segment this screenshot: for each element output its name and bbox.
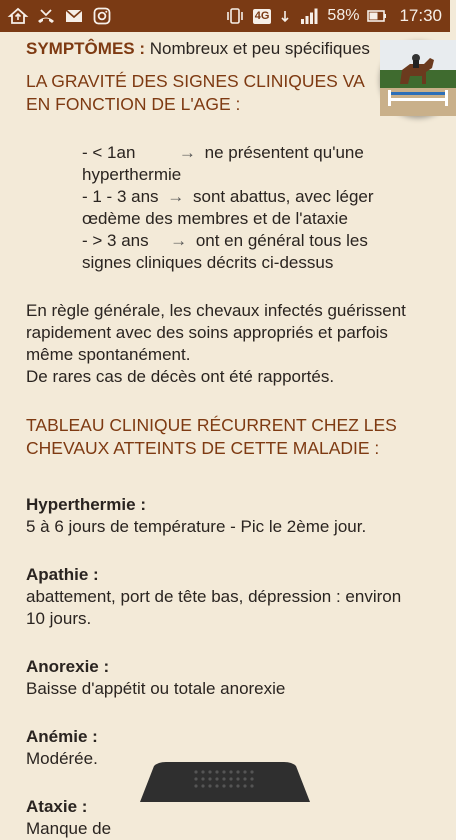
age-item-3 <box>26 230 428 252</box>
tableau-heading-2: CHEVAUX ATTEINTS DE CETTE MALADIE : <box>26 438 380 458</box>
clock: 17:30 <box>399 6 442 25</box>
age-label-1: - < 1an <box>82 143 136 162</box>
gravite-heading-2: EN FONCTION DE L'AGE : <box>26 94 241 114</box>
age-item-2 <box>26 186 428 208</box>
general-line-4: De rares cas de décès ont été rapportés. <box>26 367 335 386</box>
hyperthermie-title: Hyperthermie : <box>26 495 146 514</box>
anemie-title: Anémie : <box>26 727 98 746</box>
anorexie-text: Baisse d'appétit ou totale anorexie <box>26 679 286 698</box>
hyperthermie-text: 5 à 6 jours de température - Pic le 2ème jour. <box>26 517 367 536</box>
age-text-2b: œdème des membres et de l'ataxie <box>82 209 348 228</box>
wifi-icon <box>279 7 291 25</box>
notification-icons <box>8 7 112 25</box>
vibrate-icon <box>225 7 245 25</box>
anemie-text: Modérée. <box>26 749 98 768</box>
general-line-1: En règle générale, les chevaux infectés guérissent <box>26 301 406 320</box>
ataxie-title: Ataxie : <box>26 797 88 816</box>
signal-icon <box>299 7 319 25</box>
status-bar <box>0 0 450 32</box>
tableau-heading-1: TABLEAU CLINIQUE RÉCURRENT CHEZ LES <box>26 415 397 435</box>
general-line-3: même spontanément. <box>26 345 191 364</box>
apathie-title: Apathie : <box>26 565 99 584</box>
age-text-3b: signes cliniques décrits ci-dessus <box>82 253 334 272</box>
anorexie-title: Anorexie : <box>26 657 110 676</box>
general-line-2: rapidement avec des soins appropriés et parfois <box>26 323 388 342</box>
mail-icon <box>64 7 84 25</box>
age-text-3: ont en général tous les <box>195 231 368 250</box>
arrow-icon: → <box>167 187 185 206</box>
gravite-heading-1: LA GRAVITÉ DES SIGNES CLINIQUES VA <box>26 71 365 91</box>
horse-avatar-icon <box>380 40 456 116</box>
age-text-2: sont abattus, avec léger <box>193 187 374 206</box>
symptomes-label: SYMPTÔMES : <box>26 39 146 58</box>
age-text-1b: hyperthermie <box>82 165 182 184</box>
instagram-icon <box>92 7 112 25</box>
horse-avatar-button[interactable] <box>380 40 456 116</box>
age-label-2: - 1 - 3 ans <box>82 187 159 206</box>
age-text-1: ne présentent qu'une <box>204 143 364 162</box>
apathie-text-2: 10 jours. <box>26 609 92 628</box>
symptomes-line <box>26 38 428 60</box>
age-label-3: - > 3 ans <box>82 231 149 250</box>
home-upload-icon <box>8 7 28 25</box>
symptomes-text: Nombreux et peu spécifiques <box>145 39 370 58</box>
ataxie-text: Manque de <box>26 819 112 838</box>
arrow-icon: → <box>178 143 196 162</box>
missed-call-icon <box>36 7 56 25</box>
battery-icon <box>367 7 387 25</box>
bottom-speaker-handle <box>140 762 310 802</box>
age-item-1 <box>26 142 428 164</box>
article-content <box>0 32 450 838</box>
apathie-text-1: abattement, port de tête bas, dépression : environ <box>26 587 402 606</box>
system-indicators <box>225 6 442 26</box>
arrow-icon: → <box>170 231 188 250</box>
network-type-badge: 4G <box>254 9 270 22</box>
battery-percent: 58% <box>327 7 360 24</box>
speaker-handle-icon <box>140 762 310 802</box>
